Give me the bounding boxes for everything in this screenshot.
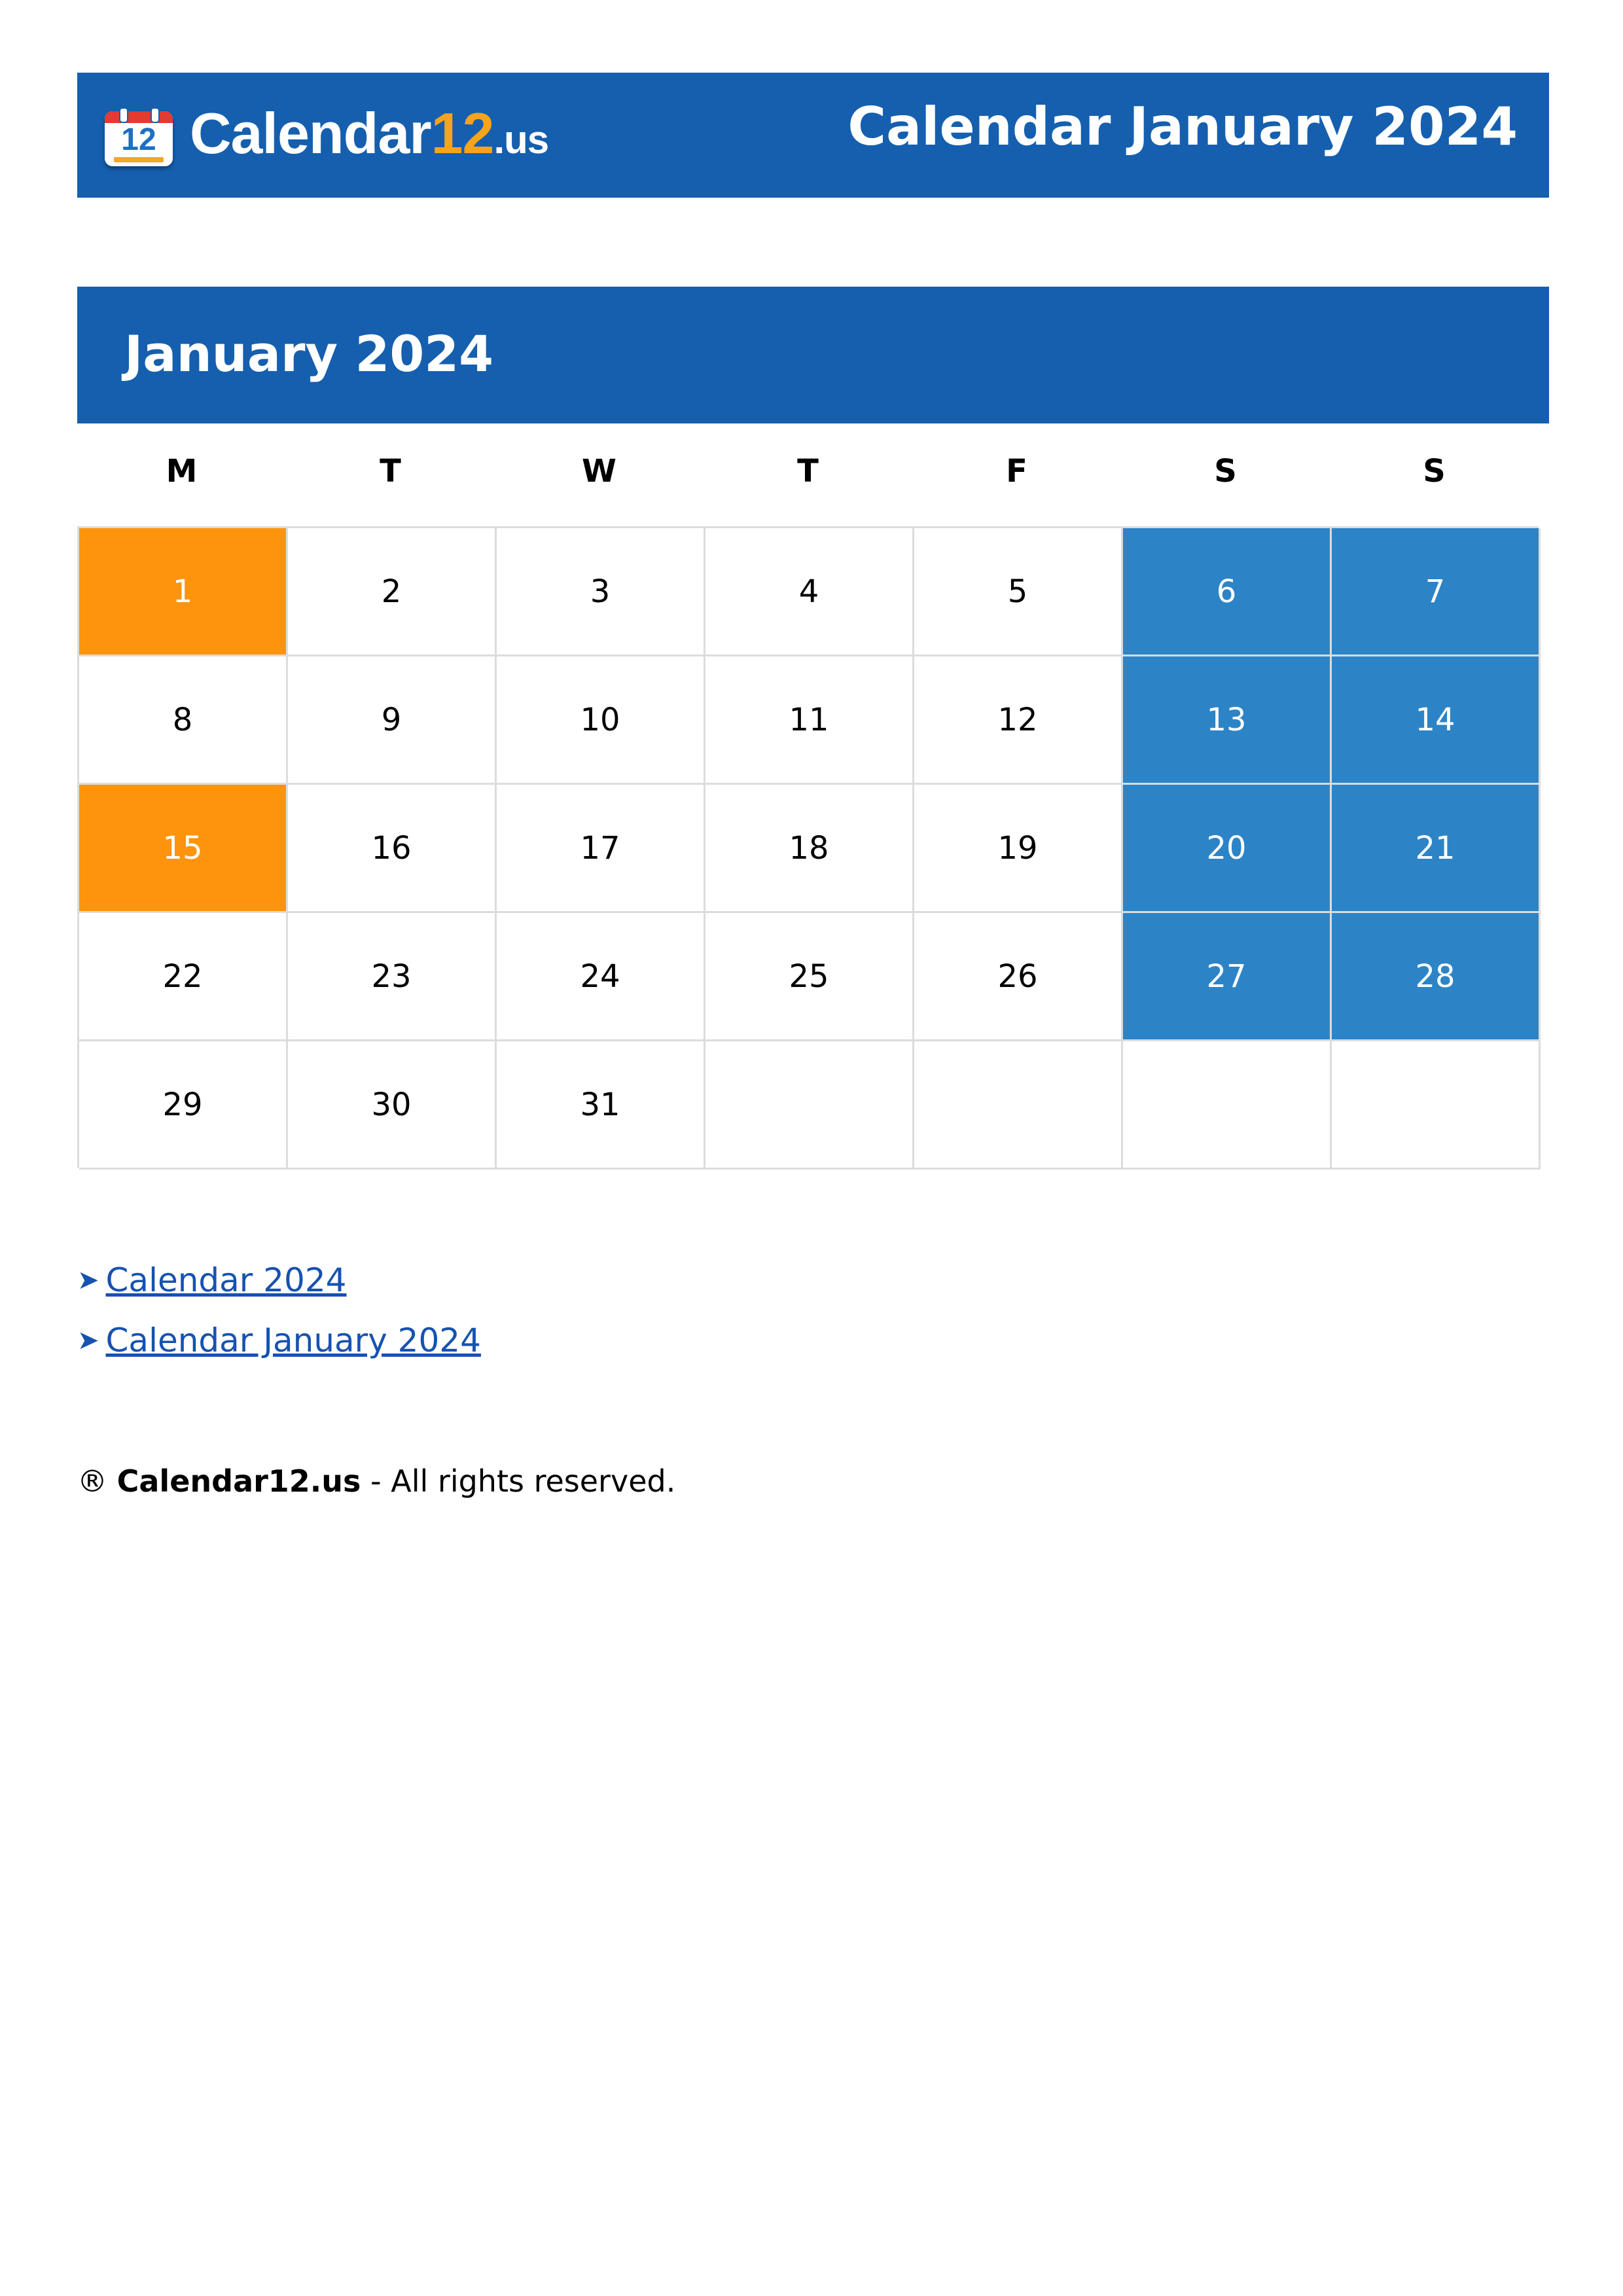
empty-day-cell bbox=[1332, 1041, 1541, 1170]
footer-brand: Calendar12.us bbox=[116, 1463, 361, 1499]
day-cell: 1 bbox=[79, 528, 288, 656]
day-cell: 21 bbox=[1332, 785, 1541, 913]
logo-wordmark bbox=[190, 102, 548, 171]
weekday-row bbox=[77, 432, 1539, 511]
month-title: January 2024 bbox=[124, 325, 494, 383]
link-item bbox=[77, 1250, 481, 1310]
day-cell: 28 bbox=[1332, 913, 1541, 1041]
day-cell: 4 bbox=[705, 528, 914, 656]
day-cell: 13 bbox=[1123, 656, 1332, 785]
day-cell: 8 bbox=[79, 656, 288, 785]
day-cell: 18 bbox=[705, 785, 914, 913]
weekday-label: T bbox=[380, 453, 401, 490]
footer bbox=[77, 1458, 675, 1504]
day-cell: 6 bbox=[1123, 528, 1332, 656]
calendar-grid bbox=[77, 526, 1539, 1168]
day-cell: 29 bbox=[79, 1041, 288, 1170]
weekday-label: F bbox=[1006, 453, 1027, 490]
day-cell: 16 bbox=[288, 785, 497, 913]
day-cell: 23 bbox=[288, 913, 497, 1041]
link-calendar-january-2024[interactable]: Calendar January 2024 bbox=[105, 1321, 481, 1359]
day-cell: 17 bbox=[497, 785, 705, 913]
day-cell: 12 bbox=[914, 656, 1123, 785]
link-calendar-2024[interactable]: Calendar 2024 bbox=[105, 1261, 347, 1299]
top-banner bbox=[77, 73, 1549, 198]
day-cell: 9 bbox=[288, 656, 497, 785]
page-title: Calendar January 2024 bbox=[847, 96, 1518, 157]
weekday-label: S bbox=[1214, 453, 1237, 490]
registered-symbol: ® bbox=[77, 1463, 107, 1499]
day-cell: 14 bbox=[1332, 656, 1541, 785]
weekday-label: M bbox=[166, 453, 198, 490]
empty-day-cell bbox=[914, 1041, 1123, 1170]
logo-tld: .us bbox=[493, 118, 549, 162]
month-header bbox=[77, 287, 1549, 423]
day-cell: 30 bbox=[288, 1041, 497, 1170]
day-cell: 27 bbox=[1123, 913, 1332, 1041]
day-cell: 24 bbox=[497, 913, 705, 1041]
day-cell: 2 bbox=[288, 528, 497, 656]
weekday-label: T bbox=[797, 453, 819, 490]
day-cell: 10 bbox=[497, 656, 705, 785]
related-links bbox=[77, 1250, 481, 1371]
link-item bbox=[77, 1310, 481, 1371]
day-cell: 20 bbox=[1123, 785, 1332, 913]
day-cell: 7 bbox=[1332, 528, 1541, 656]
empty-day-cell bbox=[705, 1041, 914, 1170]
site-logo[interactable] bbox=[105, 101, 549, 168]
empty-day-cell bbox=[1123, 1041, 1332, 1170]
calendar-icon: 12 bbox=[105, 107, 173, 166]
day-cell: 11 bbox=[705, 656, 914, 785]
logo-name: Calendar bbox=[190, 101, 431, 166]
day-cell: 25 bbox=[705, 913, 914, 1041]
day-cell: 26 bbox=[914, 913, 1123, 1041]
weekday-label: S bbox=[1423, 453, 1446, 490]
logo-accent: 12 bbox=[431, 101, 494, 166]
day-cell: 5 bbox=[914, 528, 1123, 656]
day-cell: 31 bbox=[497, 1041, 705, 1170]
arrow-icon: ➤ bbox=[77, 1265, 99, 1295]
day-cell: 19 bbox=[914, 785, 1123, 913]
footer-text: - All rights reserved. bbox=[370, 1463, 676, 1499]
day-cell: 3 bbox=[497, 528, 705, 656]
day-cell: 15 bbox=[79, 785, 288, 913]
arrow-icon: ➤ bbox=[77, 1325, 99, 1355]
day-cell: 22 bbox=[79, 913, 288, 1041]
weekday-label: W bbox=[582, 453, 616, 490]
